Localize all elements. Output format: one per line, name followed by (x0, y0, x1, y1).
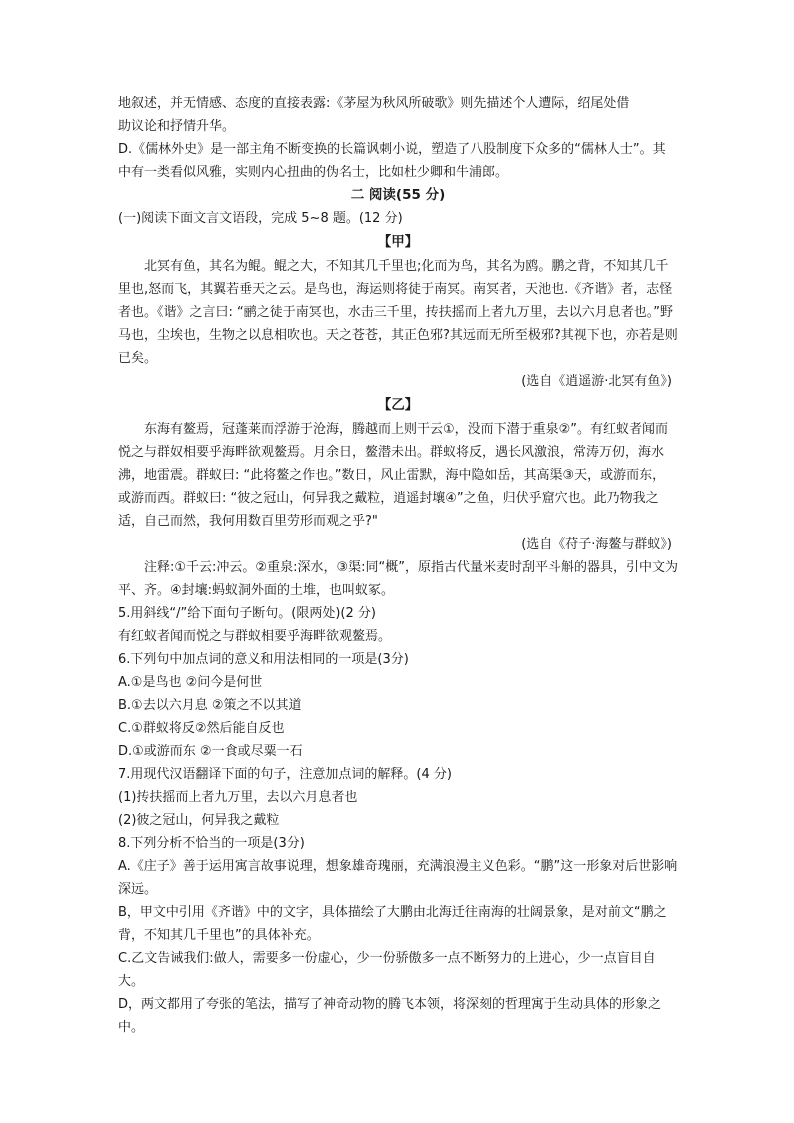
question-6-option-a: A.①是鸟也 ②问今是何世 (118, 675, 263, 690)
passage-yi-title: 【乙】 (377, 397, 419, 413)
question-8-option-a: A.《庄子》善于运用寓言故事说理，想象雄奇瑰丽，充满浪漫主义色彩。“鹏”这一形象对后世影响深远。 (118, 859, 678, 897)
part1-intro: (一)阅读下面文言文语段，完成 5~8 题。(12 分) (118, 211, 403, 226)
question-6-option-d: D.①或游而东 ②一食或尽粟一石 (118, 744, 303, 759)
passage-yi-text: 东海有鳌焉，冠蓬莱而浮游于沧海，腾越而上则干云①，没而下潜于重泉②”。有红蚁者闻而悦之与群奴相要乎海畔欲观鳌焉。月余日，鳌潜未出。群蚁将反，遇长风激浪，常涛万仞，海水沸，地雷震。群蚁曰: “此将鳌之作也。”数日，风止雷默，海中隐如岳，其高渠③天，或游而东，或游而西。群蚁曰: “彼之冠山，何异我之戴粒，逍遥封壤④”之鱼，归伏乎窟穴也。此乃物我之适，自己而然，我何用数百里劳形而观之乎?" (118, 422, 669, 529)
question-7-item-2: (2)彼之冠山，何异我之戴粒 (118, 813, 280, 828)
question-8-stem: 8.下列分析不恰当的一项是(3分) (118, 836, 305, 851)
question-7-stem: 7.用现代汉语翻译下面的句子，注意加点词的解释。(4 分) (118, 767, 452, 782)
question-8-option-c: C.乙文告诫我们:做人，需要多一份虚心，少一份骄傲多一点不断努力的上进心，少一点盲目自大。 (118, 951, 656, 989)
intro-line-2: 助议论和抒情升华。 (118, 119, 236, 134)
question-5-stem: 5.用斜线“/”给下面句子断句。(限两处)(2 分) (118, 606, 376, 621)
question-6-stem: 6.下列句中加点词的意义和用法相同的一项是(3分) (118, 652, 409, 667)
page-content (118, 92, 678, 1039)
passage-jia-source: (选自《逍遥游·北冥有鱼》) (521, 374, 672, 389)
passage-jia-title: 【甲】 (377, 234, 419, 250)
question-5-sentence: 有红蚁者闻而悦之与群蚁相要乎海畔欲观鳌焉。 (118, 629, 392, 644)
passage-yi-notes: 注释:①千云:冲云。②重泉:深水，③渠:同“概”，原指古代量米麦时刮平斗斛的器具，引中文为平、齐。④封壤:蚂蚁洞外面的土堆，也叫蚁冢。 (118, 560, 678, 598)
passage-yi-source: (选自《苻子·海鳌与群蚁》) (521, 537, 672, 552)
option-d-previous: D.《儒林外史》是一部主角不断变换的长篇讽刺小说，塑造了八股制度下众多的“儒林人士”。其中有一类看似风雅，实则内心扭曲的伪名士，比如杜少卿和牛浦郎。 (118, 142, 666, 180)
question-7-item-1: (1)抟扶摇而上者九万里，去以六月息者也 (118, 790, 358, 805)
question-8-option-b: B，甲文中引用《齐谐》中的文字，具体描绘了大鹏由北海迁往南海的壮阔景象，是对前文“鹏之背，不知其几千里也”的具体补充。 (118, 905, 667, 943)
section-title: 二 阅读(55 分) (350, 187, 446, 203)
question-6-option-c: C.①群蚁将反②然后能自反也 (118, 721, 285, 736)
question-6-option-b: B.①去以六月息 ②策之不以其道 (118, 698, 302, 713)
question-8-option-d: D，两文都用了夸张的笔法，描写了神奇动物的腾飞本领，将深刻的哲理寓于生动具体的形象之中。 (118, 997, 662, 1035)
intro-line-1: 地叙述，并无情感、态度的直接表露:《茅屋为秋风所破歌》则先描述个人遭际，绍尾处借 (118, 96, 630, 111)
passage-jia-text: 北冥有鱼，其名为鲲。鲲之大，不知其几千里也;化而为鸟，其名为鸥。鹏之背，不知其几千里也,怒而飞，其翼若垂天之云。是鸟也，海运则将徒于南冥。南冥者，天池也.《齐谐》者，志怪者也。《谐》之言曰: “鹂之徒于南冥也，水击三千里，抟扶摇而上者九万里，去以六月息者也。”野马也，尘埃也，生物之以息相吹也。天之苍苍，其正色邪?其远而无所至极邪?其视下也，亦若是则已矣。 (118, 259, 678, 366)
